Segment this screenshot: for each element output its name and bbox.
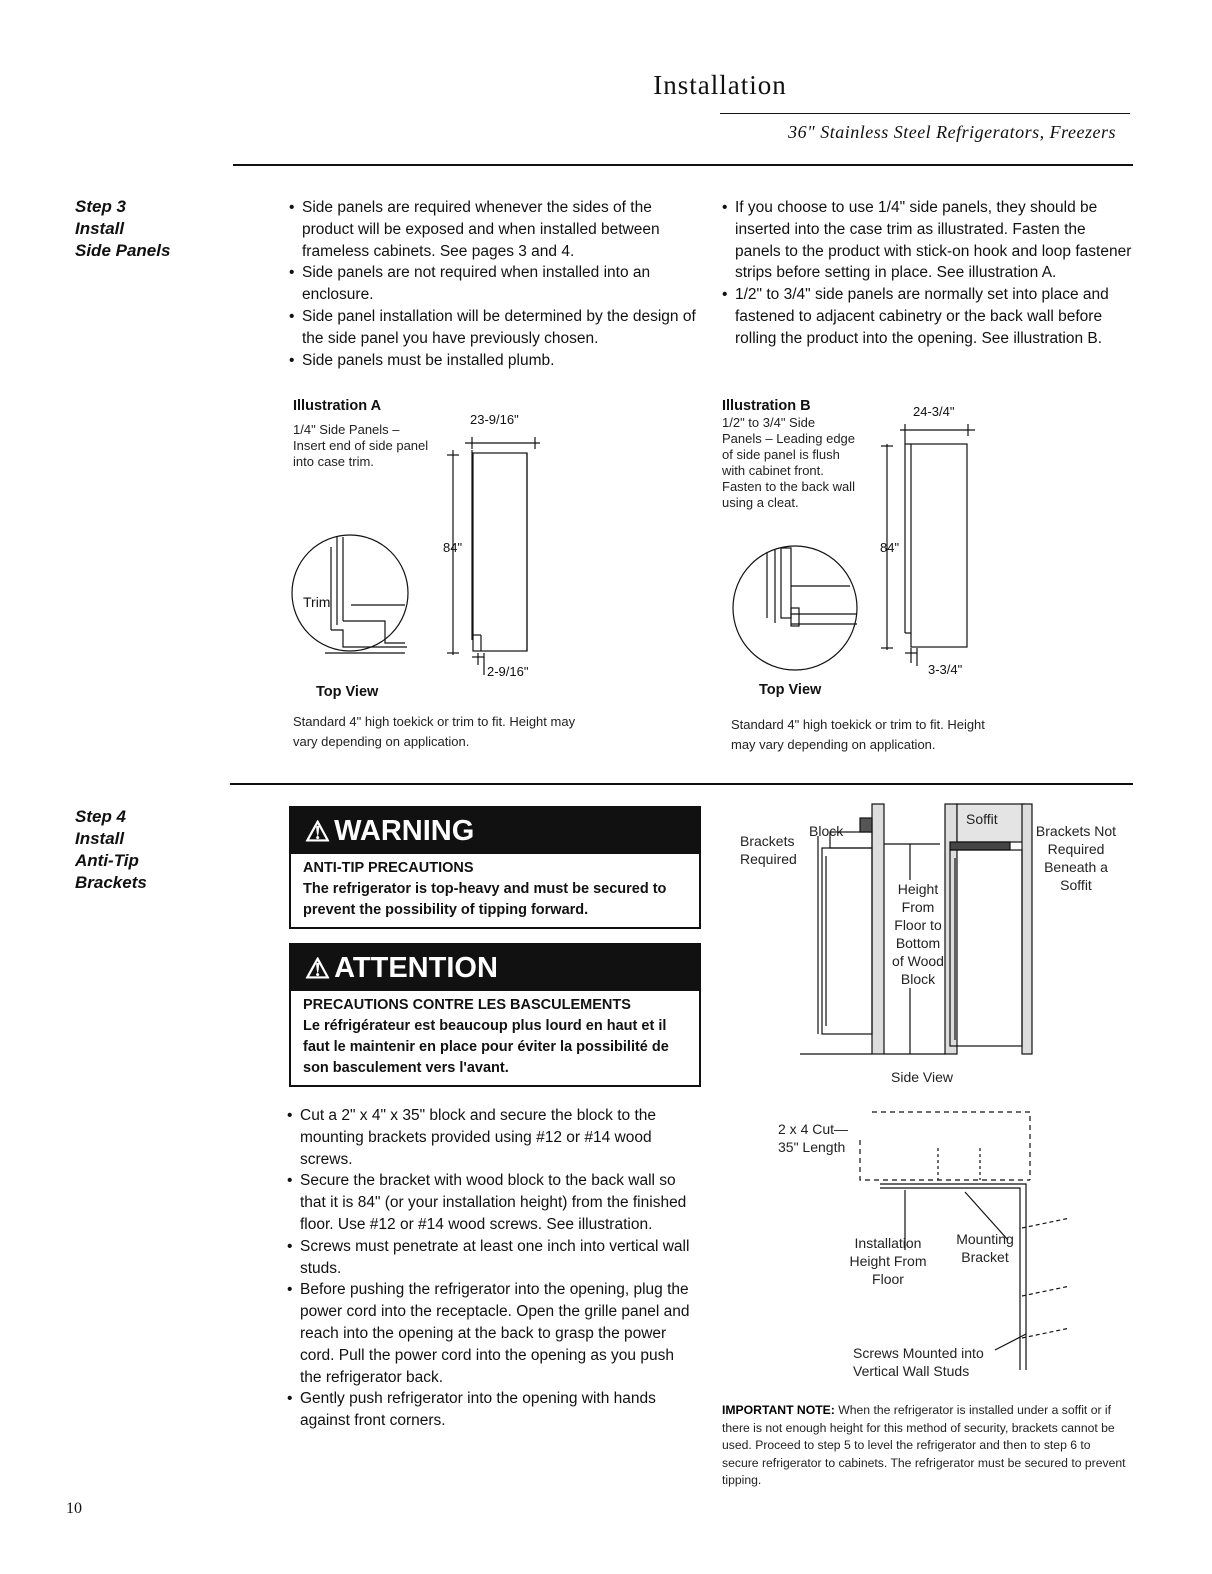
section-rule <box>230 783 1133 785</box>
illustration-b-caption: Standard 4" high toekick or trim to fit. Height may vary depending on application. <box>731 717 985 752</box>
illustration-a-width-dim: 23-9/16" <box>470 412 519 427</box>
brackets-required-label: Brackets Required <box>740 833 797 867</box>
screws-label: Screws Mounted into Vertical Wall Studs <box>853 1345 984 1379</box>
list-item: • Side panel installation will be determined by the design of the side panel you have previously chosen. <box>289 306 699 350</box>
illustration-b-title: Illustration B <box>722 398 811 414</box>
step4-title: Step 4 Install Anti-Tip Brackets <box>75 807 147 892</box>
header-rule <box>233 164 1133 166</box>
warning-triangle-icon: ⚠ <box>305 952 331 984</box>
illustration-a-text: 1/4" Side Panels – Insert end of side panel into case trim. <box>293 422 429 469</box>
warning-box <box>289 806 701 929</box>
soffit-label: Soffit <box>966 811 998 827</box>
page-title: Installation <box>653 70 787 100</box>
page-subtitle: 36" Stainless Steel Refrigerators, Freezers <box>788 122 1116 142</box>
illustration-a-title: Illustration A <box>293 398 382 414</box>
brackets-not-required-label: Brackets Not Required Beneath a Soffit <box>1035 823 1117 893</box>
page-number: 10 <box>66 1500 82 1517</box>
step3-right-bullets <box>722 197 1134 350</box>
warning-triangle-icon: ⚠ <box>305 815 331 847</box>
list-item: • If you choose to use 1/4" side panels, they should be inserted into the case trim as illustrated. Fasten the panels to the product with stick-on hook and loop fastener strips before setting in place. See illustration A. <box>722 197 1134 284</box>
attention-header: ⚠ ATTENTION <box>291 945 699 991</box>
illustration-b-width-dim: 24-3/4" <box>913 404 955 419</box>
installation-height-label: Installation Height From Floor <box>849 1235 927 1287</box>
list-item: • Screws must penetrate at least one inch into vertical wall studs. <box>287 1236 697 1280</box>
illustration-a-trim-label: Trim <box>303 594 331 610</box>
step3-left-bullets <box>289 197 699 371</box>
height-from-floor-label: Height From Floor to Bottom of Wood Block <box>892 881 944 987</box>
attention-box <box>289 943 701 1087</box>
title-rule <box>720 113 1130 114</box>
step4-bullets <box>287 1105 697 1432</box>
list-item: • 1/2" to 3/4" side panels are normally set into place and fastened to adjacent cabinetry or the back wall before rolling the product into the opening. See illustration B. <box>722 284 1134 349</box>
illustration-a-drawing <box>285 425 555 695</box>
illustration-b-height-dim: 84" <box>880 540 900 555</box>
list-item: • Side panels are required whenever the sides of the product will be exposed and when installed between frameless cabinets. See pages 3 and 4. <box>289 197 699 262</box>
step3-title: Step 3 Install Side Panels <box>75 197 171 260</box>
illustration-a-height-dim: 84" <box>443 540 463 555</box>
block-label: Block <box>809 823 844 839</box>
illustration-a-offset-dim: 2-9/16" <box>487 664 529 679</box>
list-item: • Gently push refrigerator into the opening with hands against front corners. <box>287 1388 697 1432</box>
illustration-b-drawing <box>725 418 985 688</box>
mounting-bracket-label: Mounting Bracket <box>956 1231 1014 1265</box>
illustration-a-view-label: Top View <box>316 684 379 700</box>
illustration-a-caption: Standard 4" high toekick or trim to fit. Height may vary depending on application. <box>293 714 576 749</box>
list-item: • Side panels are not required when installed into an enclosure. <box>289 262 699 306</box>
illustration-b-text: 1/2" to 3/4" Side Panels – Leading edge of side panel is flush with cabinet front. Fasten to the back wall using a cleat. <box>722 415 856 510</box>
list-item: • Before pushing the refrigerator into the opening, plug the power cord into the receptacle. Open the grille panel and reach into the opening at the back to grasp the power cord. Pull the power cord into the opening as you push the refrigerator back. <box>287 1279 697 1388</box>
important-note: IMPORTANT NOTE: When the refrigerator is installed under a soffit or if there is not enough height for this method of security, brackets cannot be used. Proceed to step 5 to level the refrigerator and then to step 6 to secure refrigerator to cabinets. The refrigerator must be secured to prevent tipping. <box>722 1403 1126 1488</box>
warning-header: ⚠ WARNING <box>291 808 699 854</box>
list-item: • Side panels must be installed plumb. <box>289 350 699 372</box>
illustration-b-offset-dim: 3-3/4" <box>928 662 963 677</box>
side-view-label: Side View <box>891 1069 954 1085</box>
attention-body: PRECAUTIONS CONTRE LES BASCULEMENTS Le réfrigérateur est beaucoup plus lourd en haut et il faut le maintenir en place pour éviter la possibilité de son basculement vers l'avant. <box>303 997 669 1076</box>
cut-label: 2 x 4 Cut— 35" Length <box>778 1121 849 1155</box>
list-item: • Cut a 2" x 4" x 35" block and secure the block to the mounting brackets provided using #12 or #14 wood screws. <box>287 1105 697 1170</box>
illustration-b-view-label: Top View <box>759 682 822 698</box>
list-item: • Secure the bracket with wood block to the back wall so that it is 84" (or your installation height) from the finished floor. Use #12 or #14 wood screws. See illustration. <box>287 1170 697 1235</box>
warning-body: ANTI-TIP PRECAUTIONS The refrigerator is top-heavy and must be secured to prevent the possibility of tipping forward. <box>303 860 667 918</box>
